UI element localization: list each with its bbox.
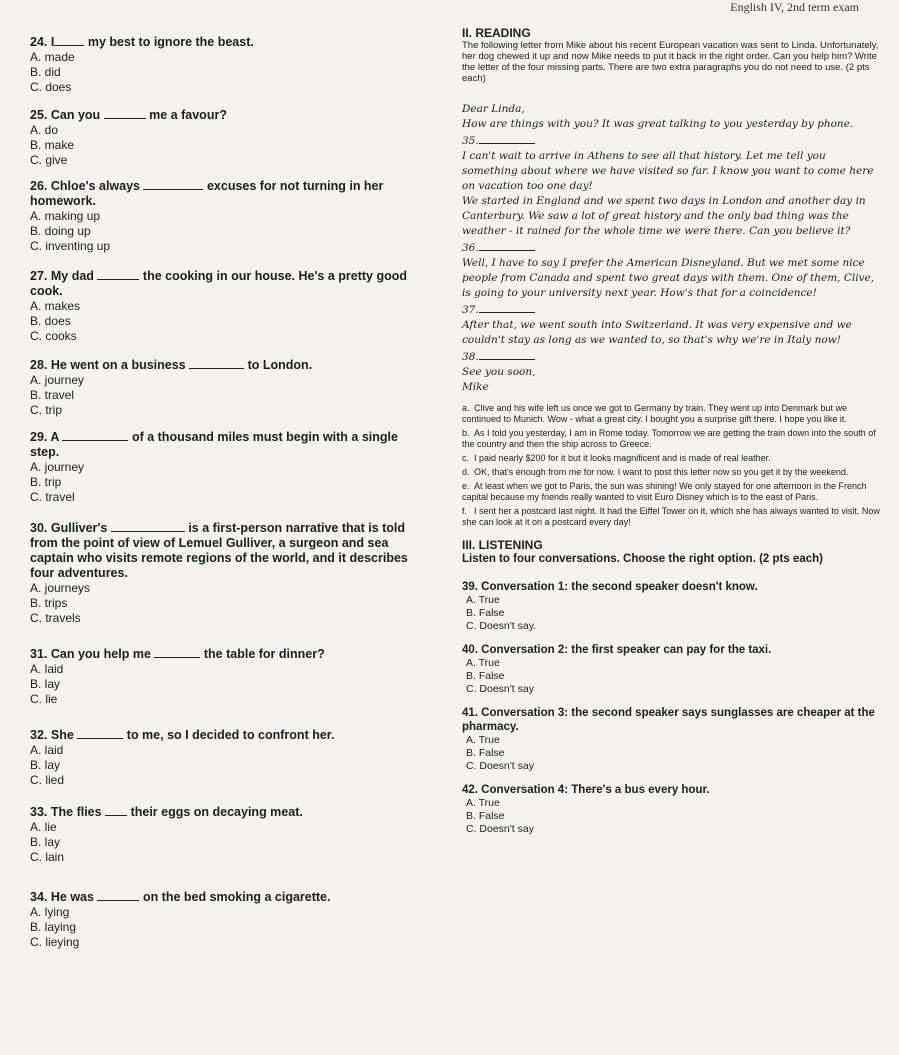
paragraph-option-a[interactable]: a. Clive and his wife left us once we got to Germany by train. They went up into Denmark but we continued to Munich. Wow - what a great city. I bought you a surprise gift there. I hope you like it. — [462, 403, 848, 424]
letter-blank-36[interactable]: 36. — [462, 239, 882, 256]
exam-header — [0, 0, 899, 16]
option[interactable]: A. journey — [30, 460, 85, 474]
option[interactable]: A. lie — [30, 820, 57, 834]
option[interactable]: A. making up — [30, 209, 101, 223]
question-32: 32. She to me, so I decided to confront her. A. laid B. lay C. lied — [30, 727, 430, 788]
reading-instructions: The following letter from Mike about his recent European vacation was sent to Linda. Unfortunately, her dog chewed it up and now Mike needs to put it back in the right order. Can you help him? Write the letter of the four missing parts. There are two extra paragraphs you do not need to use. (2 pts each) — [462, 40, 879, 84]
option[interactable]: C. Doesn't say — [466, 760, 534, 772]
question-30: 30. Gulliver's is a first-person narrative that is told from the point of view of Lemuel Gulliver, a surgeon and sea captain who visits remote regions of the world, and it describes four adventures. A. journeys B. trips C. travels — [30, 520, 430, 626]
paragraph-option-b[interactable]: b. As I told you yesterday, I am in Rome today. Tomorrow we are getting the train down into the south of the country and then the ship across to Greece. — [462, 428, 876, 449]
option[interactable]: B. False — [466, 810, 505, 822]
answer-blank[interactable] — [104, 107, 146, 119]
option[interactable]: B. trips — [30, 596, 68, 610]
question-34: 34. He was on the bed smoking a cigarette. A. lying B. laying C. lieying — [30, 889, 430, 950]
option[interactable]: C. lie — [30, 692, 58, 706]
option[interactable]: B. trip — [30, 475, 62, 489]
answer-blank[interactable] — [97, 268, 139, 280]
option[interactable]: B. False — [466, 607, 505, 619]
option[interactable]: B. False — [466, 747, 505, 759]
option[interactable]: A. laid — [30, 743, 64, 757]
question-25: 25. Can you me a favour? A. do B. make C. give — [30, 107, 430, 168]
paragraph-options — [462, 403, 882, 528]
option[interactable]: C. Doesn't say — [466, 683, 534, 695]
question-31: 31. Can you help me the table for dinner? A. laid B. lay C. lie — [30, 646, 430, 707]
option[interactable]: C. lieying — [30, 935, 80, 949]
reading-title: II. READING — [462, 26, 531, 40]
letter-signature: Mike — [462, 381, 489, 393]
letter-greeting: Dear Linda, — [462, 103, 525, 115]
option[interactable]: C. trip — [30, 403, 63, 417]
option[interactable]: B. did — [30, 65, 61, 79]
option[interactable]: A. True — [466, 594, 500, 606]
option[interactable]: C. give — [30, 153, 68, 167]
option[interactable]: B. does — [30, 314, 71, 328]
listening-title: III. LISTENING — [462, 538, 543, 552]
option[interactable]: C. cooks — [30, 329, 77, 343]
option[interactable]: C. does — [30, 80, 72, 94]
question-27: 27. My dad the cooking in our house. He's a pretty good cook. A. makes B. does C. cooks — [30, 268, 430, 344]
option[interactable]: A. journeys — [30, 581, 91, 595]
option[interactable]: A. True — [466, 734, 500, 746]
letter — [462, 102, 882, 395]
listening-instructions: Listen to four conversations. Choose the right option. (2 pts each) — [462, 553, 823, 565]
paragraph-option-f[interactable]: f. I sent her a postcard last night. It had the Eiffel Tower on it, which she has always wanted to visit. Now she can look at it on a postcard every day! — [462, 506, 880, 527]
option[interactable]: C. Doesn't say. — [466, 620, 537, 632]
reading-section — [462, 26, 882, 836]
option[interactable]: A. do — [30, 123, 59, 137]
listening-question-39: 39. Conversation 1: the second speaker doesn't know. A. True B. False C. Doesn't say. — [462, 580, 882, 633]
option[interactable]: A. True — [466, 657, 500, 669]
question-29: 29. A of a thousand miles must begin with a single step. A. journey B. trip C. travel — [30, 429, 430, 505]
letter-closing: See you soon, — [462, 366, 536, 378]
exam-header-title: English IV, 2nd term exam — [730, 0, 859, 14]
paragraph-option-d[interactable]: d. OK, that's enough from me for now. I want to post this letter now so you get it by the weekend. — [462, 467, 849, 477]
option[interactable]: B. lay — [30, 677, 61, 691]
letter-blank-35[interactable]: 35. — [462, 132, 882, 149]
answer-blank[interactable] — [143, 178, 203, 190]
option[interactable]: B. make — [30, 138, 75, 152]
option[interactable]: A. laid — [30, 662, 64, 676]
answer-blank[interactable] — [77, 727, 123, 739]
answer-blank[interactable] — [154, 646, 200, 658]
option[interactable]: A. True — [466, 797, 500, 809]
letter-paragraph: After that, we went south into Switzerland. It was very expensive and we couldn't stay as long as we wanted to, so that's why we're in Italy now! — [462, 319, 852, 346]
answer-blank[interactable] — [189, 357, 244, 369]
answer-blank[interactable] — [105, 804, 127, 816]
listening-question-41: 41. Conversation 3: the second speaker says sunglasses are cheaper at the pharmacy. A. True B. False C. Doesn't say — [462, 706, 882, 773]
option[interactable]: A. made — [30, 50, 75, 64]
answer-blank[interactable] — [97, 889, 139, 901]
option[interactable]: C. lain — [30, 850, 65, 864]
option[interactable]: B. travel — [30, 388, 75, 402]
listening-question-40: 40. Conversation 2: the first speaker can pay for the taxi. A. True B. False C. Doesn't say — [462, 643, 882, 696]
letter-blank-38[interactable]: 38. — [462, 348, 882, 365]
letter-paragraph: Well, I have to say I prefer the American Disneyland. But we met some nice people from Canada and spent two great days with them. One of them, Clive, is going to your university next year. How's that for a coincidence! — [462, 257, 875, 299]
question-28: 28. He went on a business to London. A. journey B. travel C. trip — [30, 357, 430, 418]
option[interactable]: B. lay — [30, 758, 61, 772]
option[interactable]: B. doing up — [30, 224, 91, 238]
letter-paragraph: How are things with you? It was great talking to you yesterday by phone. — [462, 118, 854, 130]
letter-paragraph: I can't wait to arrive in Athens to see all that history. Let me tell you something about where we have visited so far. I know you want to come here on vacation too one day! — [462, 150, 874, 192]
listening-question-42: 42. Conversation 4: There's a bus every hour. A. True B. False C. Doesn't say — [462, 783, 882, 836]
answer-blank[interactable] — [111, 520, 185, 532]
letter-blank-37[interactable]: 37. — [462, 301, 882, 318]
option[interactable]: C. lied — [30, 773, 65, 787]
option[interactable]: A. journey — [30, 373, 85, 387]
option[interactable]: B. laying — [30, 920, 77, 934]
option[interactable]: B. lay — [30, 835, 61, 849]
answer-blank[interactable] — [54, 34, 84, 46]
question-33: 33. The flies their eggs on decaying meat. A. lie B. lay C. lain — [30, 804, 430, 865]
option[interactable]: C. Doesn't say — [466, 823, 534, 835]
listening-section — [462, 538, 882, 836]
question-24: 24. I my best to ignore the beast. A. made B. did C. does — [30, 34, 430, 95]
answer-blank[interactable] — [62, 429, 128, 441]
letter-paragraph: We started in England and we spent two days in London and another day in Canterbury. We saw a lot of great history and the only bad thing was the weather - it rained for the whole time we were there. Can you believe it? — [462, 195, 866, 237]
option[interactable]: A. makes — [30, 299, 81, 313]
option[interactable]: A. lying — [30, 905, 70, 919]
option[interactable]: C. travel — [30, 490, 75, 504]
paragraph-option-e[interactable]: e. At least when we got to Paris, the sun was shining! We only stayed for one afternoon in the French capital because my friends really wanted to visit Euro Disney which is to the east of Paris. — [462, 481, 867, 502]
option[interactable]: C. inventing up — [30, 239, 111, 253]
paragraph-option-c[interactable]: c. I paid nearly $200 for it but it looks magnificent and is made of real leather. — [462, 453, 771, 463]
option[interactable]: B. False — [466, 670, 505, 682]
option[interactable]: C. travels — [30, 611, 81, 625]
question-26: 26. Chloe's always excuses for not turning in her homework. A. making up B. doing up C. inventing up — [30, 178, 430, 254]
